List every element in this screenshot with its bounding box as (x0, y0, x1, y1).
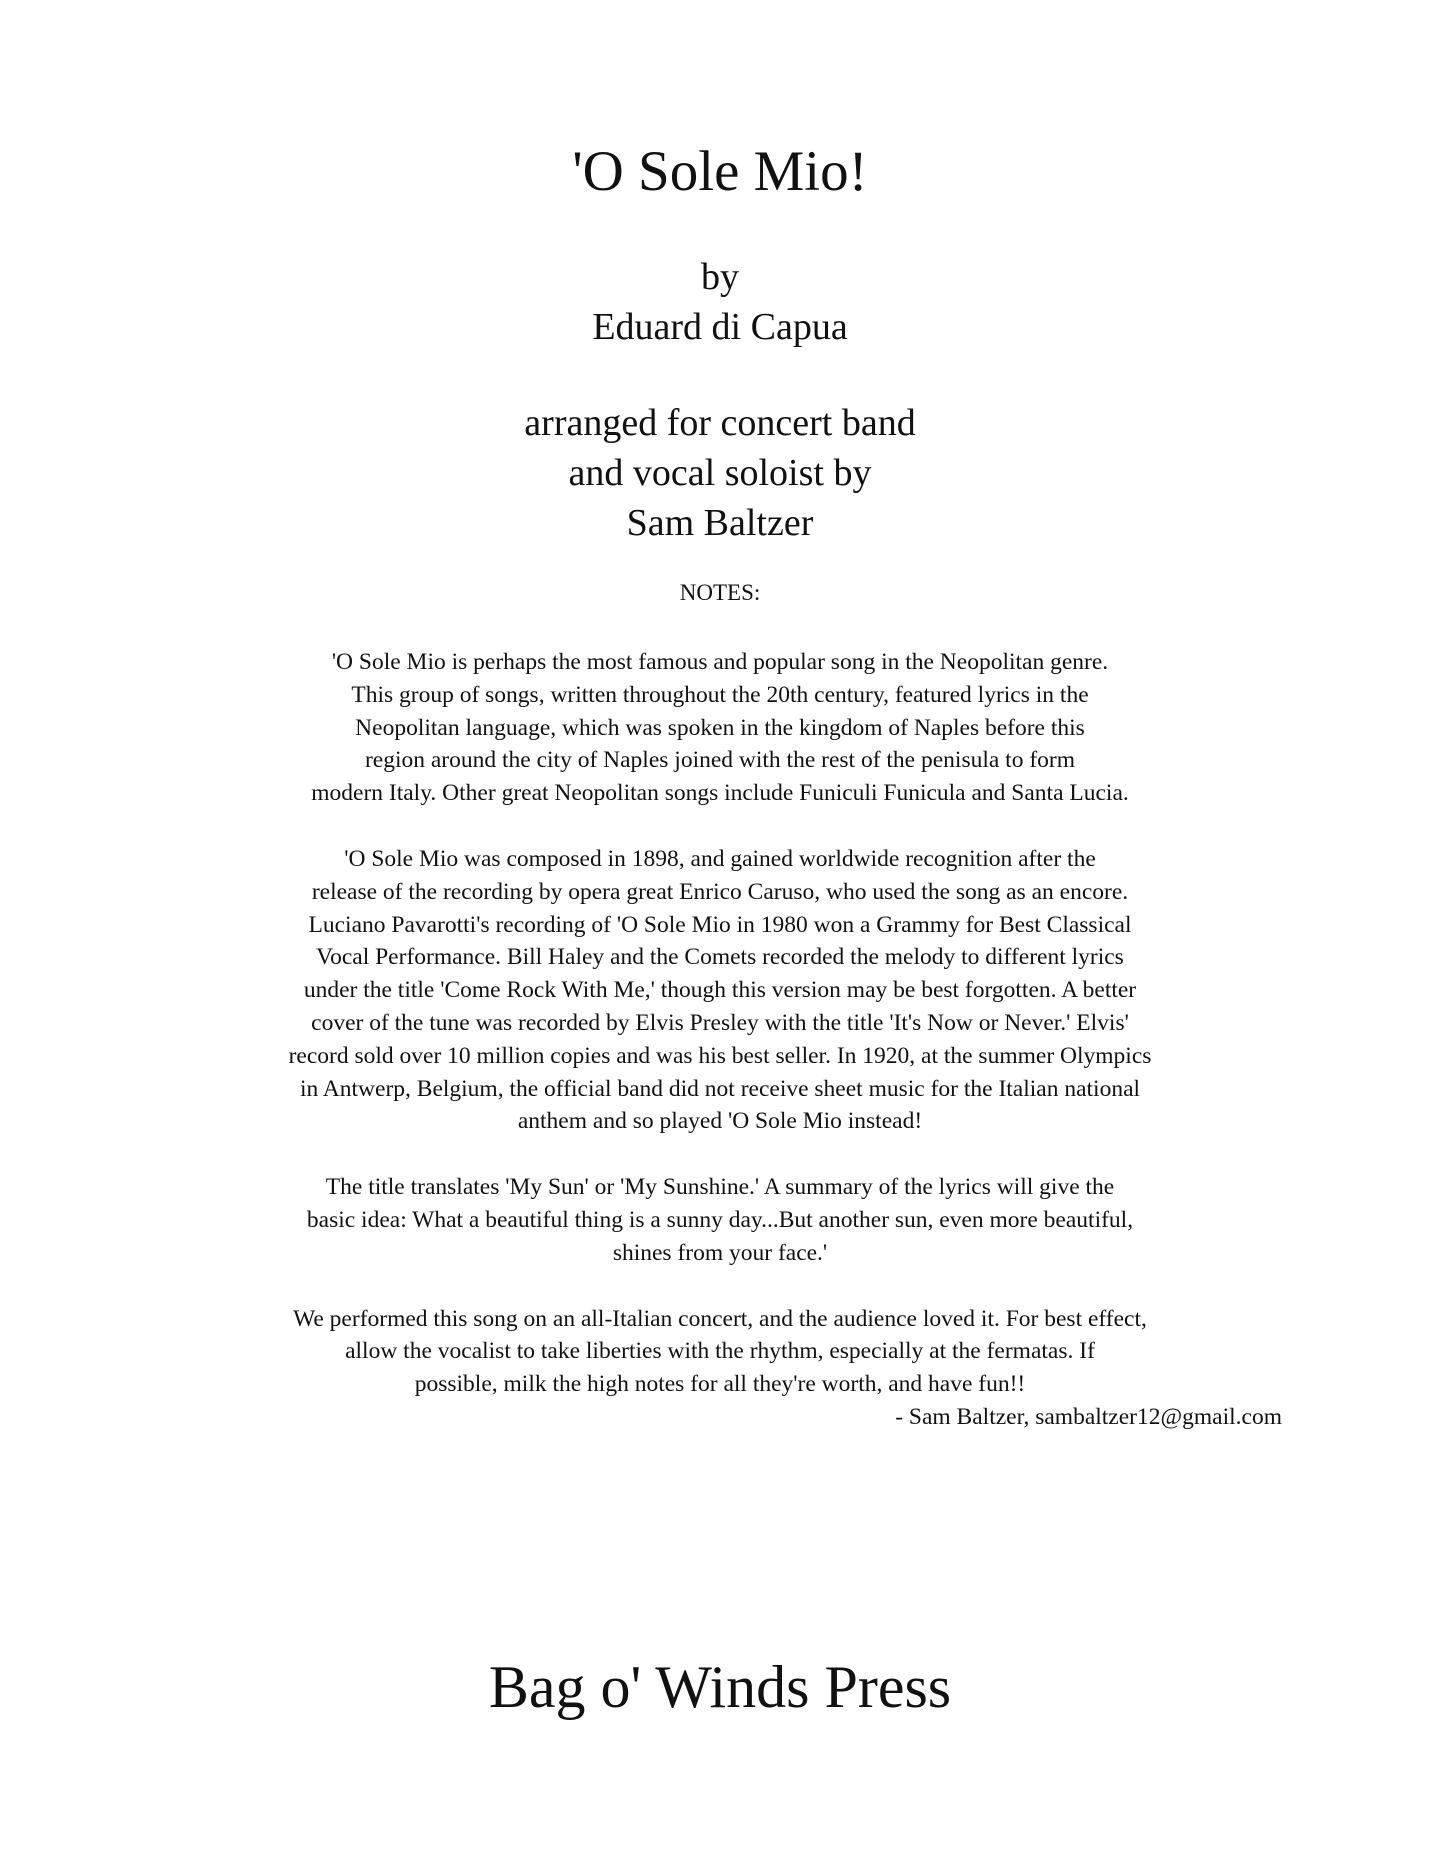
paragraph-line: shines from your face.' (612, 1239, 828, 1266)
paragraph-line: anthem and so played 'O Sole Mio instead! (517, 1108, 923, 1135)
paragraph-line: 'O Sole Mio was composed in 1898, and gained worldwide recognition after the (344, 845, 1096, 872)
paragraph-line: in Antwerp, Belgium, the official band did not receive sheet music for the Italian national (299, 1075, 1141, 1102)
paragraph-line: possible, milk the high notes for all they're worth, and have fun!! (414, 1371, 1026, 1398)
paragraph-line: modern Italy. Other great Neopolitan songs include Funiculi Funicula and Santa Lucia. (311, 780, 1129, 807)
notes-paragraph (150, 1171, 1290, 1269)
publisher-name: Bag o' Winds Press (488, 1654, 952, 1720)
paragraph-line: under the title 'Come Rock With Me,' though this version may be best forgotten. A better (303, 977, 1137, 1004)
notes-paragraph (150, 646, 1290, 810)
song-title: 'O Sole Mio! (572, 140, 868, 203)
notes-body (150, 646, 1290, 1467)
paragraph-line: This group of songs, written throughout the 20th century, featured lyrics in the (351, 681, 1089, 708)
paragraph-line: region around the city of Naples joined with the rest of the penisula to form (364, 747, 1076, 774)
paragraph-line: 'O Sole Mio is perhaps the most famous and popular song in the Neopolitan genre. (331, 649, 1109, 675)
paragraph-line: allow the vocalist to take liberties with the rhythm, especially at the fermatas. If (345, 1338, 1095, 1365)
paragraph-line: release of the recording by opera great Enrico Caruso, who used the song as an encore. (311, 878, 1129, 905)
paragraph-line: The title translates 'My Sun' or 'My Sunshine.' A summary of the lyrics will give the (325, 1174, 1115, 1201)
paragraph-line: Neopolitan language, which was spoken in the kingdom of Naples before this (355, 714, 1085, 741)
arranger-name: Sam Baltzer (626, 502, 814, 544)
arranged-line: and vocal soloist by (568, 452, 872, 494)
paragraph-line: We performed this song on an all-Italian concert, and the audience loved it. For best effect, (293, 1305, 1147, 1332)
paragraph-line: basic idea: What a beautiful thing is a sunny day...But another sun, even more beautiful, (306, 1206, 1134, 1233)
arranger-credit (0, 398, 1440, 548)
notes-paragraph (150, 1303, 1290, 1434)
by-label: by (701, 256, 739, 298)
paragraph-line: cover of the tune was recorded by Elvis Presley with the title 'It's Now or Never.' Elvis' (311, 1009, 1129, 1036)
notes-heading: NOTES: (679, 580, 761, 605)
signature: - Sam Baltzer, sambaltzer12@gmail.com (895, 1403, 1282, 1430)
paragraph-line: Luciano Pavarotti's recording of 'O Sole Mio in 1980 won a Grammy for Best Classical (308, 911, 1132, 938)
arranged-line: arranged for concert band (524, 402, 916, 444)
composer-name: Eduard di Capua (592, 306, 848, 348)
composer-credit (0, 252, 1440, 352)
paragraph-line: record sold over 10 million copies and was his best seller. In 1920, at the summer Olympics (288, 1042, 1152, 1069)
notes-paragraph (150, 843, 1290, 1138)
paragraph-line: Vocal Performance. Bill Haley and the Comets recorded the melody to different lyrics (316, 944, 1124, 971)
